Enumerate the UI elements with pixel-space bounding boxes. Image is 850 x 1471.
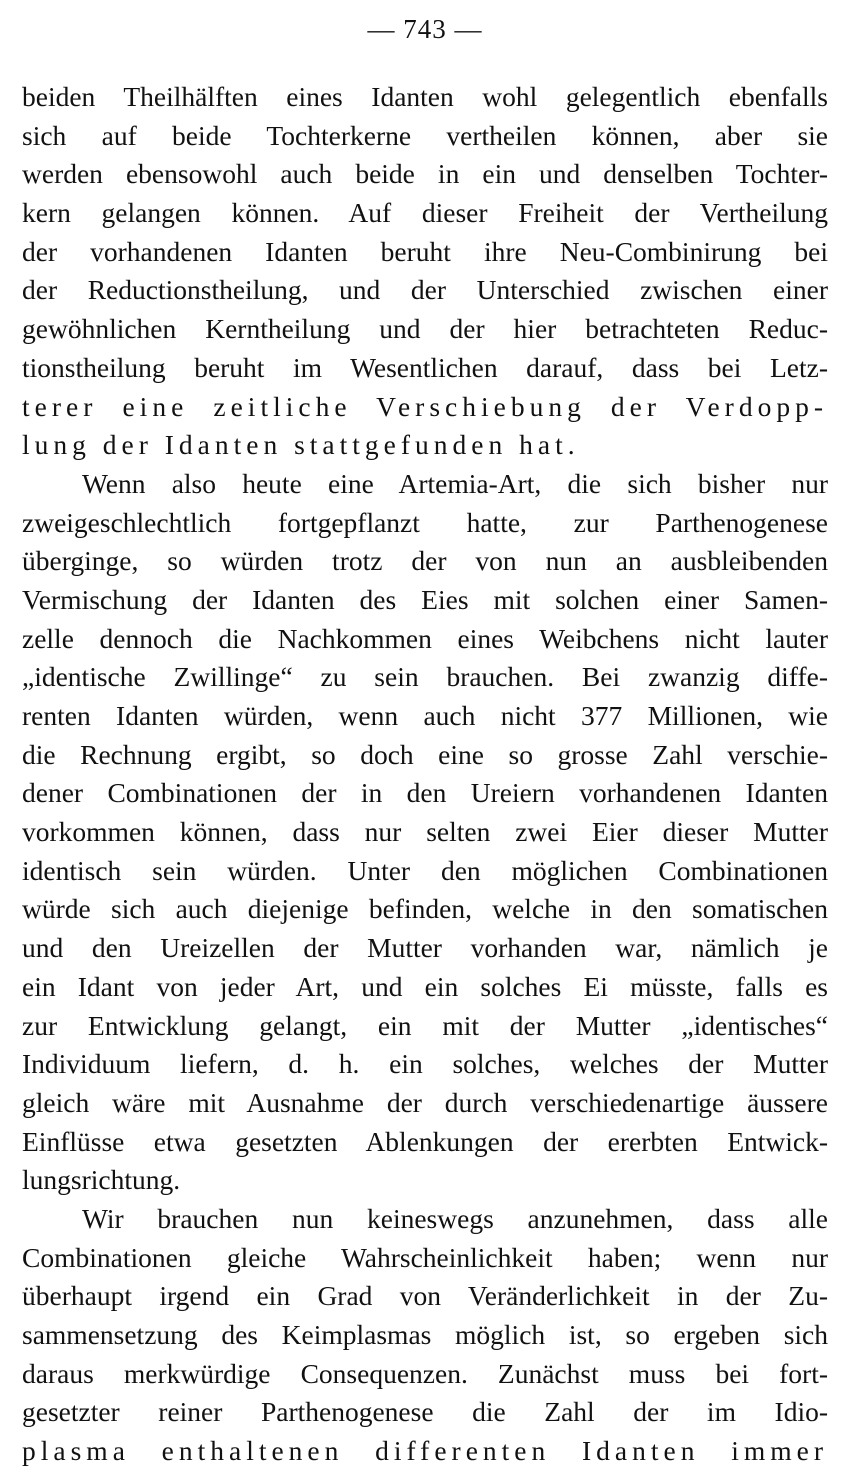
text-line: plasma enthaltenen differenten Idanten immer xyxy=(22,1435,828,1467)
text-line: werden ebensowohl auch beide in ein und denselben Tochter- xyxy=(22,158,828,190)
text-line: zur Entwicklung gelangt, ein mit der Mutter „identisches“ xyxy=(22,1009,828,1041)
text-line: sich auf beide Tochterkerne vertheilen können, aber sie xyxy=(22,119,828,151)
text-line: Einflüsse etwa gesetzten Ablenkungen der ererbten Entwick- xyxy=(22,1125,828,1157)
text-line: Wir brauchen nun keineswegs anzunehmen, dass alle xyxy=(82,1202,828,1234)
text-line: zweigeschlechtlich fortgepflanzt hatte, zur Parthenogenese xyxy=(22,506,828,538)
text-line: überhaupt irgend ein Grad von Veränderlichkeit in der Zu- xyxy=(22,1280,828,1312)
text-line: der vorhandenen Idanten beruht ihre Neu-Combinirung bei xyxy=(22,235,828,267)
text-line: Vermischung der Idanten des Eies mit solchen einer Samen- xyxy=(22,583,828,615)
text-line: Wenn also heute eine Artemia-Art, die sich bisher nur xyxy=(82,467,828,499)
text-line: überginge, so würden trotz der von nun an ausbleibenden xyxy=(22,545,828,577)
text-line: kern gelangen können. Auf dieser Freiheit der Vertheilung xyxy=(22,197,828,229)
text-line: vorkommen können, dass nur selten zwei Eier dieser Mutter xyxy=(22,816,828,848)
text-line: Individuum liefern, d. h. ein solches, welches der Mutter xyxy=(22,1048,828,1080)
text-line: ein Idant von jeder Art, und ein solches Ei müsste, falls es xyxy=(22,970,828,1002)
text-line: würde sich auch diejenige befinden, welche in den somatischen xyxy=(22,893,828,925)
text-line: sammensetzung des Keimplasmas möglich ist, so ergeben sich xyxy=(22,1319,828,1350)
text-line: und den Ureizellen der Mutter vorhanden war, nämlich je xyxy=(22,932,828,964)
text-line: tionstheilung beruht im Wesentlichen darauf, dass bei Letz- xyxy=(22,351,828,383)
text-line: der Reductionstheilung, und der Unterschied zwischen einer xyxy=(22,274,828,306)
text-line: gesetzter reiner Parthenogenese die Zahl der im Idio- xyxy=(22,1396,828,1428)
text-line: identisch sein würden. Unter den möglichen Combinationen xyxy=(22,854,828,886)
text-line: „identische Zwillinge“ zu sein brauchen. Bei zwanzig diffe- xyxy=(22,661,828,693)
text-line: lung der Idanten stattgefunden hat. xyxy=(22,429,580,461)
text-line: zelle dennoch die Nachkommen eines Weibchens nicht lauter xyxy=(22,622,828,654)
text-line: daraus merkwürdige Consequenzen. Zunächst muss bei fort- xyxy=(22,1357,828,1389)
text-line: die Rechnung ergibt, so doch eine so grosse Zahl verschie- xyxy=(22,738,828,770)
page-number: — 743 — xyxy=(367,14,483,44)
text-line: terer eine zeitliche Verschiebung der Verdopp- xyxy=(22,390,828,422)
text-line: Combinationen gleiche Wahrscheinlichkeit haben; wenn nur xyxy=(22,1241,828,1273)
text-line: beiden Theilhälften eines Idanten wohl gelegentlich ebenfalls xyxy=(22,81,828,112)
text-line: renten Idanten würden, wenn auch nicht 377 Millionen, wie xyxy=(22,700,828,731)
text-line: dener Combinationen der in den Ureiern vorhandenen Idanten xyxy=(22,777,828,809)
text-line: gewöhnlichen Kerntheilung und der hier betrachteten Reduc- xyxy=(22,313,828,345)
text-line: gleich wäre mit Ausnahme der durch verschiedenartige äussere xyxy=(22,1086,828,1118)
body-text xyxy=(22,78,828,1471)
text-line: lungsrichtung. xyxy=(22,1164,181,1196)
